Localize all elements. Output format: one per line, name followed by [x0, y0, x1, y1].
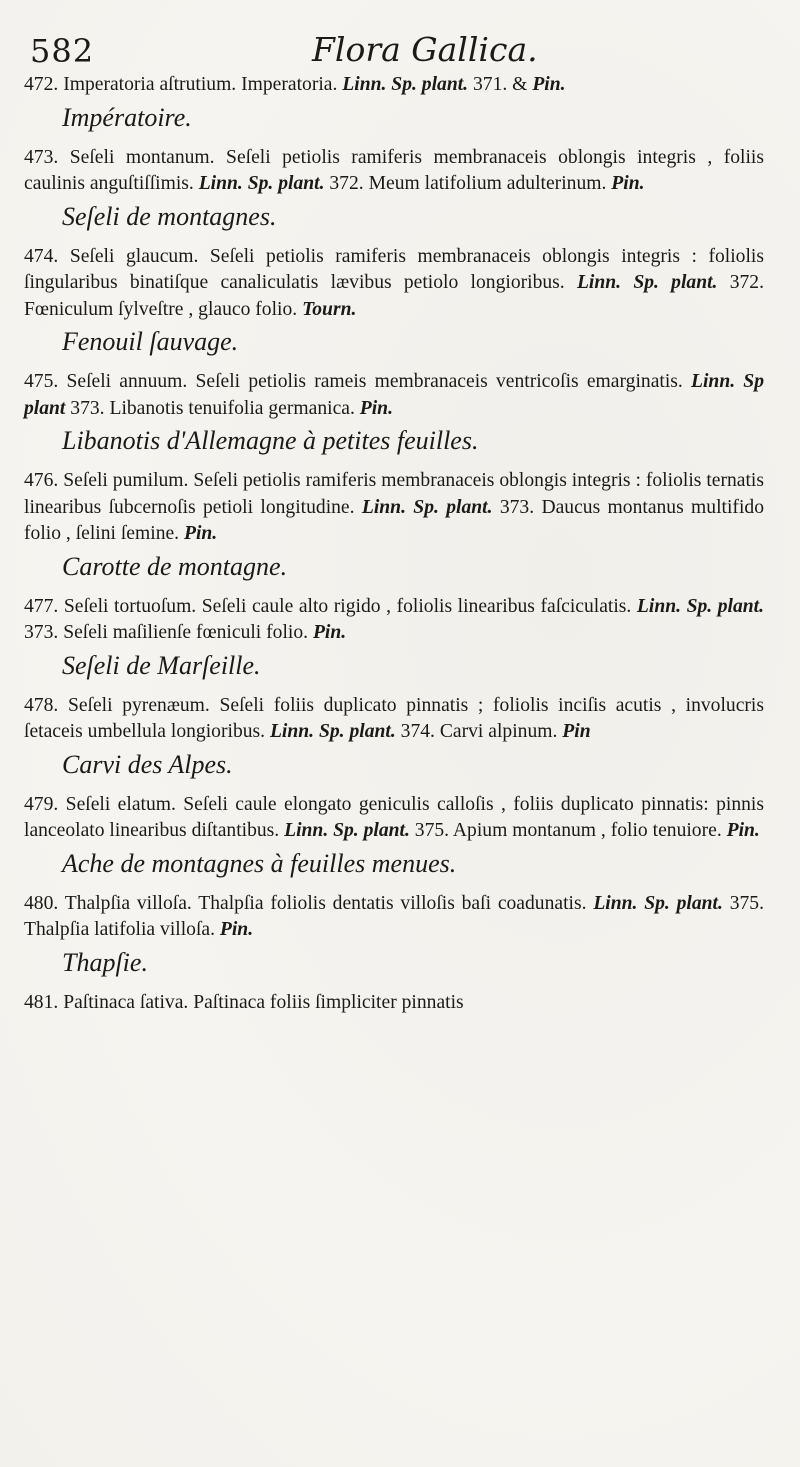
- citation-reference: Pin.: [359, 397, 393, 419]
- plant-entry: [24, 72, 764, 145]
- entry-text: 373. Seſeli maſilienſe fœniculi folio.: [24, 622, 313, 643]
- plant-entry: [24, 693, 764, 792]
- entry-text: 375. Thalpſia latifolia villoſa.: [24, 892, 764, 940]
- entry-description: [24, 891, 764, 944]
- entry-text: 478. Seſeli pyrenæum. Seſeli foliis duplicato pinnatis ; foliolis inciſis acutis , involucris ſetaceis umbellula longioribus.: [24, 694, 764, 742]
- entry-text: 374. Carvi alpinum.: [395, 721, 563, 742]
- citation-reference: Pin.: [532, 74, 566, 95]
- entry-text: 473. Seſeli montanum. Seſeli petiolis ramiferis membranaceis oblongis integris , foliis caulinis anguſtiſſimis.: [24, 146, 764, 194]
- entry-text: 372. Fœniculum ſylveſtre , glauco folio.: [24, 272, 764, 320]
- entry-text: 476. Seſeli pumilum. Seſeli petiolis ramiferis membranaceis oblongis integris : foliolis ternatis linearibus ſubcernoſis petioli longitudine.: [24, 470, 764, 518]
- entry-description: [24, 369, 764, 422]
- citation-reference: Pin.: [312, 622, 347, 643]
- entry-text: 480. Thalpſia villoſa. Thalpſia foliolis dentatis villoſis baſi coadunatis.: [24, 892, 594, 914]
- entry-text: 371. &: [468, 74, 533, 95]
- french-common-name: Impératoire.: [62, 102, 192, 132]
- plant-entry: [24, 594, 764, 693]
- citation-reference: Linn. Sp. plant.: [269, 721, 396, 742]
- citation-reference: Tourn.: [302, 298, 357, 320]
- citation-reference: Linn. Sp plant: [24, 371, 765, 419]
- french-common-name: Carvi des Alpes.: [62, 749, 233, 779]
- french-common-name: Seſeli de montagnes.: [62, 201, 277, 231]
- entry-text: 375. Apium montanum , folio tenuiore.: [409, 820, 727, 841]
- entry-text: 477. Seſeli tortuoſum. Seſeli caule alto rigido , foliolis linearibus faſciculatis.: [24, 595, 637, 617]
- entry-description: [24, 792, 764, 845]
- entry-text: 479. Seſeli elatum. Seſeli caule elongato geniculis calloſis , foliis duplicato pinnatis: pinnis lanceolato linearibus diſtantibus.: [24, 793, 764, 841]
- entry-text: 372. Meum latifolium adulterinum.: [324, 173, 612, 194]
- running-title: Flora Gallica.: [312, 30, 538, 69]
- plant-entry: [24, 369, 764, 468]
- entry-description: [24, 244, 764, 324]
- citation-reference: Linn. Sp. plant.: [576, 272, 718, 293]
- entry-text: 474. Seſeli glaucum. Seſeli petiolis ramiferis membranaceis oblongis integris : foliolis ſingularibus binatiſque canaliculatis lævibus petiolo longioribus.: [24, 245, 764, 293]
- citation-reference: Linn. Sp. plant.: [342, 74, 469, 95]
- entry-description: [24, 468, 764, 548]
- entry-description: [24, 145, 764, 198]
- citation-reference: Linn. Sp. plant.: [198, 173, 325, 194]
- citation-reference: Pin: [562, 721, 591, 742]
- entry-description: [24, 693, 764, 746]
- entry-description: [24, 72, 764, 99]
- entry-text: 373. Daucus montanus multifido folio , ſelini ſemine.: [24, 496, 764, 544]
- french-common-name: Ache de montagnes à feuilles menues.: [62, 848, 457, 878]
- plant-entry: [24, 244, 764, 370]
- plant-entry: [24, 990, 764, 1017]
- citation-reference: Pin.: [726, 820, 760, 841]
- entries-list: [24, 72, 764, 1016]
- page-header: [30, 28, 770, 78]
- entry-description: [24, 594, 764, 647]
- page-number: 582: [30, 32, 95, 70]
- plant-entry: [24, 792, 764, 891]
- entry-text: 472. Imperatoria aſtrutium. Imperatoria.: [24, 74, 343, 95]
- citation-reference: Pin.: [183, 523, 218, 544]
- entry-description: [24, 990, 764, 1017]
- citation-reference: Linn. Sp. plant.: [593, 892, 723, 914]
- entry-text: 373. Libanotis tenuifolia germanica.: [65, 397, 360, 419]
- french-common-name: Seſeli de Marſeille.: [62, 650, 261, 680]
- citation-reference: Pin.: [219, 919, 254, 940]
- french-common-name: Fenouil ſauvage.: [62, 327, 239, 356]
- plant-entry: [24, 891, 764, 990]
- french-common-name: Libanotis d'Allemagne à petites feuilles.: [62, 426, 479, 455]
- plant-entry: [24, 145, 764, 244]
- french-common-name: Carotte de montagne.: [62, 551, 288, 581]
- citation-reference: Pin.: [611, 173, 645, 194]
- citation-reference: Linn. Sp. plant.: [361, 496, 493, 518]
- citation-reference: Linn. Sp. plant.: [284, 820, 410, 841]
- plant-entry: [24, 468, 764, 594]
- citation-reference: Linn. Sp. plant.: [636, 595, 764, 617]
- french-common-name: Thapſie.: [62, 947, 148, 977]
- entry-text: 475. Seſeli annuum. Seſeli petiolis rameis membranaceis ventricoſis emarginatis.: [24, 371, 692, 392]
- entry-text: 481. Paſtinaca ſativa. Paſtinaca foliis ſimpliciter pinnatis: [24, 991, 464, 1013]
